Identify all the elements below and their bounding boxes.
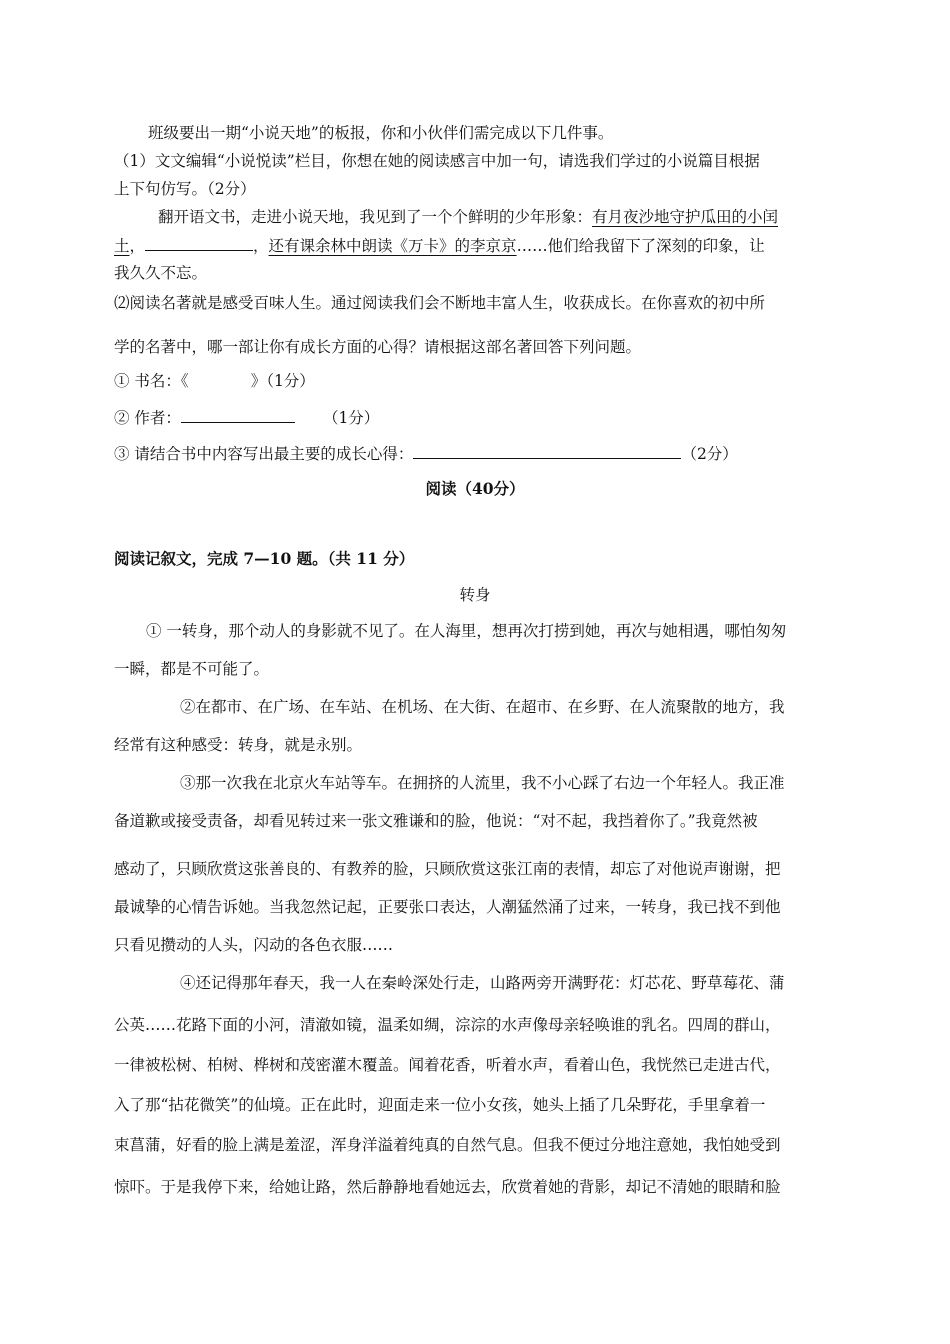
q2-line-2: 学的名著中，哪一部让你有成长方面的心得？请根据这部名著回答下列问题。 — [114, 338, 642, 356]
q1-line-2: 上下句仿写。（2分） — [114, 180, 256, 198]
para1-line2: 一瞬，都是不可能了。 — [114, 660, 270, 678]
q1-text-e: ， — [253, 237, 269, 255]
para1-line1: ① 一转身，那个动人的身影就不见了。在人海里，想再次打捞到她，再次与她相遇，哪怕匆匆 — [146, 622, 787, 640]
q1-text-line-1 — [158, 206, 778, 228]
para4-line6: 惊吓。于是我停下来，给她让路，然后静静地看她远去，欣赏着她的背影，却记不清她的眼睛和脸 — [114, 1178, 781, 1196]
para3-line4: 最诚挚的心情告诉她。当我忽然记起，正要张口表达，人潮猛然涌了过来，一转身，我已找不到他 — [114, 898, 781, 916]
para3-line5: 只看见攒动的人头，闪动的各色衣服…… — [114, 936, 394, 954]
para3-line2: 备道歉或接受责备，却看见转过来一张文雅谦和的脸，他说：“对不起，我挡着你了。”我竟然被 — [114, 812, 758, 830]
para2-line1: ②在都市、在广场、在车站、在机场、在大街、在超市、在乡野、在人流聚散的地方，我 — [180, 698, 785, 716]
para4-line3: 一律被松树、柏树、桦树和茂密灌木覆盖。闻着花香，听着水声，看着山色，我恍然已走进古代， — [114, 1056, 781, 1074]
para4-line5: 束菖蒲，好看的脸上满是羞涩，浑身洋溢着纯真的自然气息。但我不便过分地注意她，我怕她受到 — [114, 1136, 781, 1154]
q1-text-g: ……他们给我留下了深刻的印象，让 — [516, 237, 765, 255]
author-blank[interactable] — [181, 406, 295, 423]
item2-score: （1分） — [322, 409, 380, 427]
reading-heading: 阅读（40分） — [425, 479, 525, 498]
growth-blank[interactable] — [413, 442, 681, 459]
passage-title: 转身 — [459, 586, 491, 604]
item3-label: ③ 请结合书中内容写出最主要的成长心得： — [114, 445, 414, 463]
para3-line3: 感动了，只顾欣赏这张善良的、有教养的脸，只顾欣赏这张江南的表情，却忘了对他说声谢谢，把 — [114, 860, 781, 878]
item3-score: （2分） — [681, 445, 738, 463]
para2-line2: 经常有这种感受：转身，就是永别。 — [114, 736, 363, 754]
item-author — [114, 406, 379, 429]
item-growth — [114, 442, 738, 465]
reading-task: 阅读记叙文，完成 7—10 题。（共 11 分） — [114, 549, 415, 568]
q1-answer-blank[interactable] — [145, 234, 253, 251]
q1-text-line-3: 我久久不忘。 — [114, 264, 208, 282]
q1-line-1: （1）文文编辑“小说悦读”栏目，你想在她的阅读感言中加一句，请选我们学过的小说篇目根据 — [114, 152, 760, 170]
q1-text-c: 土 — [114, 237, 130, 255]
para4-line4: 入了那“拈花微笑”的仙境。正在此时，迎面走来一位小女孩，她头上插了几朵野花，手里拿着一 — [114, 1096, 766, 1114]
q1-text-f: 还有课余林中朗读《万卡》的李京京 — [268, 237, 517, 255]
para4-line2: 公英……花路下面的小河，清澈如镜，温柔如绸，淙淙的水声像母亲轻唤谁的乳名。四周的群山， — [114, 1016, 781, 1034]
item2-label: ② 作者： — [114, 409, 181, 427]
intro-text: 班级要出一期“小说天地”的板报，你和小伙伴们需完成以下几件事。 — [148, 124, 614, 142]
q2-line-1: ⑵阅读名著就是感受百味人生。通过阅读我们会不断地丰富人生，收获成长。在你喜欢的初中所 — [114, 294, 766, 312]
q1-text-d: ， — [129, 237, 146, 255]
item-book-title — [114, 370, 315, 392]
item1-label: ① 书名：《 — [114, 372, 189, 390]
q1-text-line-2 — [114, 234, 765, 257]
para4-line1: ④还记得那年春天，我一人在秦岭深处行走，山路两旁开满野花：灯芯花、野草莓花、蒲 — [180, 974, 785, 992]
q1-text-a: 翻开语文书，走进小说天地，我见到了一个个鲜明的少年形象： — [158, 208, 593, 226]
para3-line1: ③那一次我在北京火车站等车。在拥挤的人流里，我不小心踩了右边一个年轻人。我正准 — [180, 774, 785, 792]
item1-close: 》（1分） — [250, 372, 315, 390]
q1-text-b: 有月夜沙地守护瓜田的小闰 — [592, 208, 779, 226]
